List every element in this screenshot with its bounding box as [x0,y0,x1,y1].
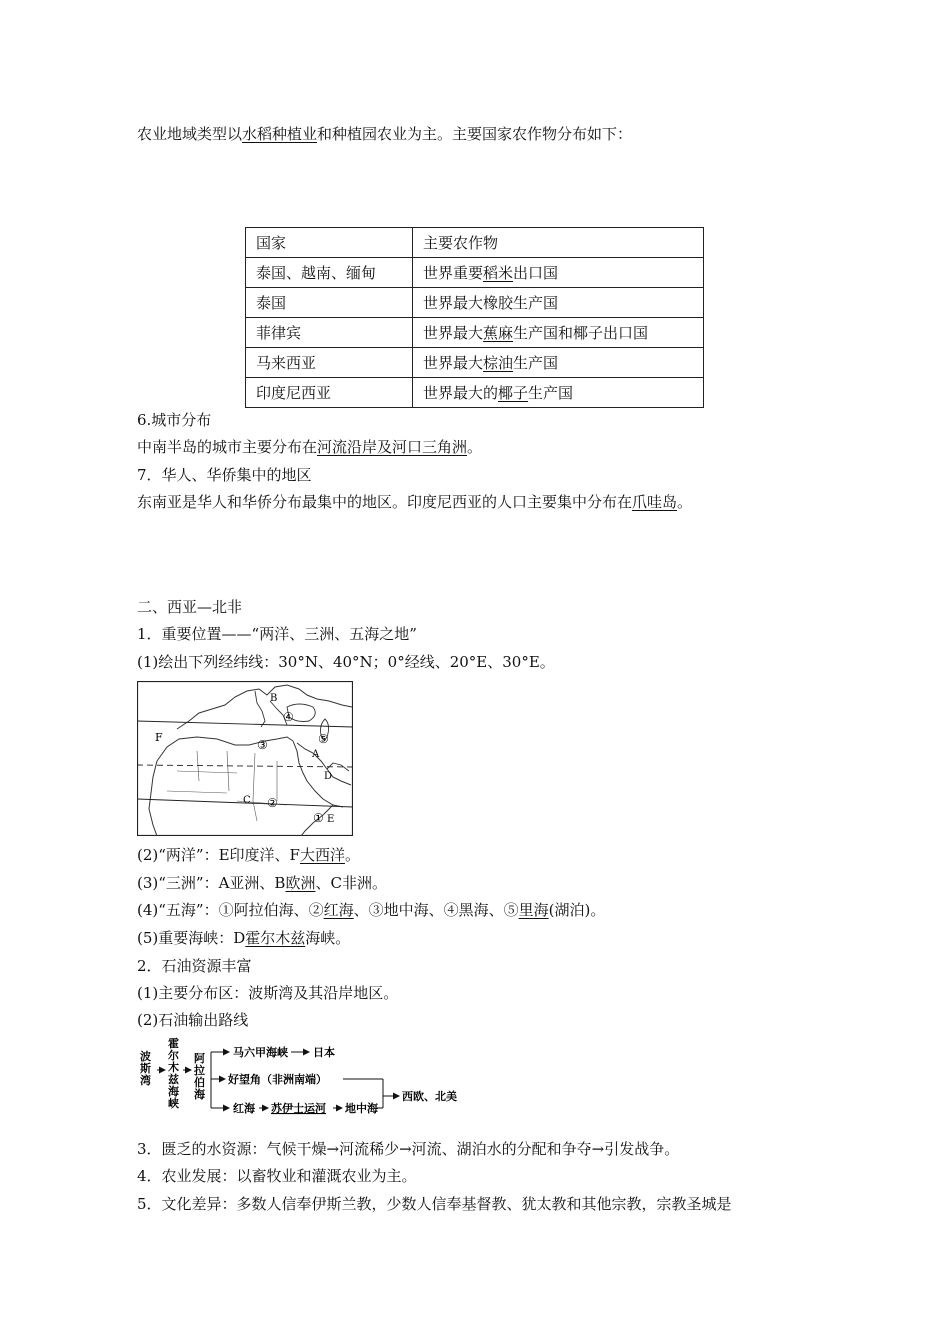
route-3-med: 地中海 [345,1102,378,1115]
route-a-1: 斯 [140,1062,151,1075]
route-a-2: 湾 [140,1074,151,1087]
city-paragraph: 中南半岛的城市主要分布在河流沿岸及河口三角洲。 [137,438,483,456]
question-1: (1)绘出下列经纬线：30°N、40°N；0°经线、20°E、30°E。 [137,653,555,671]
label-B: B [270,693,278,704]
country-cell: 印度尼西亚 [246,378,413,408]
route-c-1: 拉 [194,1064,205,1077]
route-1-label: 马六甲海峡 [233,1046,288,1059]
header-crops: 主要农作物 [413,228,704,258]
route-a-0: 波 [140,1050,151,1063]
label-n2: ② [267,796,278,810]
crop-cell: 世界最大棕油生产国 [413,348,704,378]
route-3-redsea: 红海 [233,1102,255,1115]
crop-cell: 世界最大的椰子生产国 [413,378,704,408]
route-c-0: 阿 [194,1052,205,1065]
label-D: D [324,771,333,782]
west-asia-north-africa-map [137,681,353,836]
oil-1: (1)主要分布区：波斯湾及其沿岸地区。 [137,984,399,1002]
agriculture: 4．农业发展：以畜牧业和灌溉农业为主。 [137,1167,417,1185]
route-b-1: 尔 [168,1049,179,1062]
crop-cell: 世界最大蕉麻生产国和椰子出口国 [413,318,704,348]
question-2: (2)“两洋”：E印度洋、F大西洋。 [137,846,360,864]
label-n4: ④ [283,710,294,724]
agri-paragraph: 农业地域类型以水稻种植业和种植园农业为主。主要国家农作物分布如下： [137,125,633,143]
label-C: C [243,795,251,806]
heading-chinese: 7．华人、华侨集中的地区 [137,466,312,484]
route-c-3: 海 [194,1088,205,1101]
header-country: 国家 [246,228,413,258]
oil-route-diagram [137,1036,497,1122]
question-3: (3)“三洲”：A亚洲、B欧洲、C非洲。 [137,874,387,892]
water-resources: 3．匮乏的水资源：气候干燥→河流稀少→河流、湖泊水的分配和争夺→引发战争。 [137,1140,680,1158]
table-row [246,348,704,378]
question-5: (5)重要海峡：D霍尔木兹海峡。 [137,929,351,947]
route-2-label: 好望角（非洲南端） [228,1073,327,1086]
route-b-0: 霍 [168,1037,179,1050]
label-n1: ① [313,811,324,825]
label-A: A [312,749,320,760]
route-1-dest: 日本 [313,1046,335,1059]
route-b-2: 木 [168,1061,179,1074]
heading-city: 6.城市分布 [137,411,212,429]
table-row [246,288,704,318]
label-E: E [327,814,335,825]
oil-2: (2)石油输出路线 [137,1011,249,1029]
crop-cell: 世界重要稻米出口国 [413,258,704,288]
culture: 5．文化差异：多数人信奉伊斯兰教，少数人信奉基督教、犹太教和其他宗教，宗教圣城是 [137,1195,732,1213]
question-4: (4)“五海”：①阿拉伯海、②红海、③地中海、④黑海、⑤里海(湖泊)。 [137,901,606,919]
table-row [246,318,704,348]
table-row [246,378,704,408]
route-dest: 西欧、北美 [402,1090,457,1103]
country-cell: 马来西亚 [246,348,413,378]
route-b-3: 兹 [168,1073,179,1086]
label-n3: ③ [257,738,268,752]
route-c-2: 伯 [194,1076,205,1089]
crop-table [245,227,704,408]
crop-cell: 世界最大橡胶生产国 [413,288,704,318]
heading-oil: 2．石油资源丰富 [137,957,252,975]
chinese-paragraph: 东南亚是华人和华侨分布最集中的地区。印度尼西亚的人口主要集中分布在爪哇岛。 [137,493,693,511]
route-b-5: 峡 [168,1097,179,1110]
table-header-row [246,228,704,258]
route-b-4: 海 [168,1085,179,1098]
agri-underline: 水稻种植业 [242,125,318,143]
label-n5: ⑤ [318,732,329,746]
country-cell: 泰国 [246,288,413,318]
country-cell: 泰国、越南、缅甸 [246,258,413,288]
country-cell: 菲律宾 [246,318,413,348]
route-3-suez: 苏伊士运河 [271,1102,326,1115]
heading-location: 1．重要位置——“两洋、三洲、五海之地” [137,625,417,643]
label-F: F [155,731,163,744]
table-row [246,258,704,288]
section-title: 二、西亚—北非 [137,598,243,616]
